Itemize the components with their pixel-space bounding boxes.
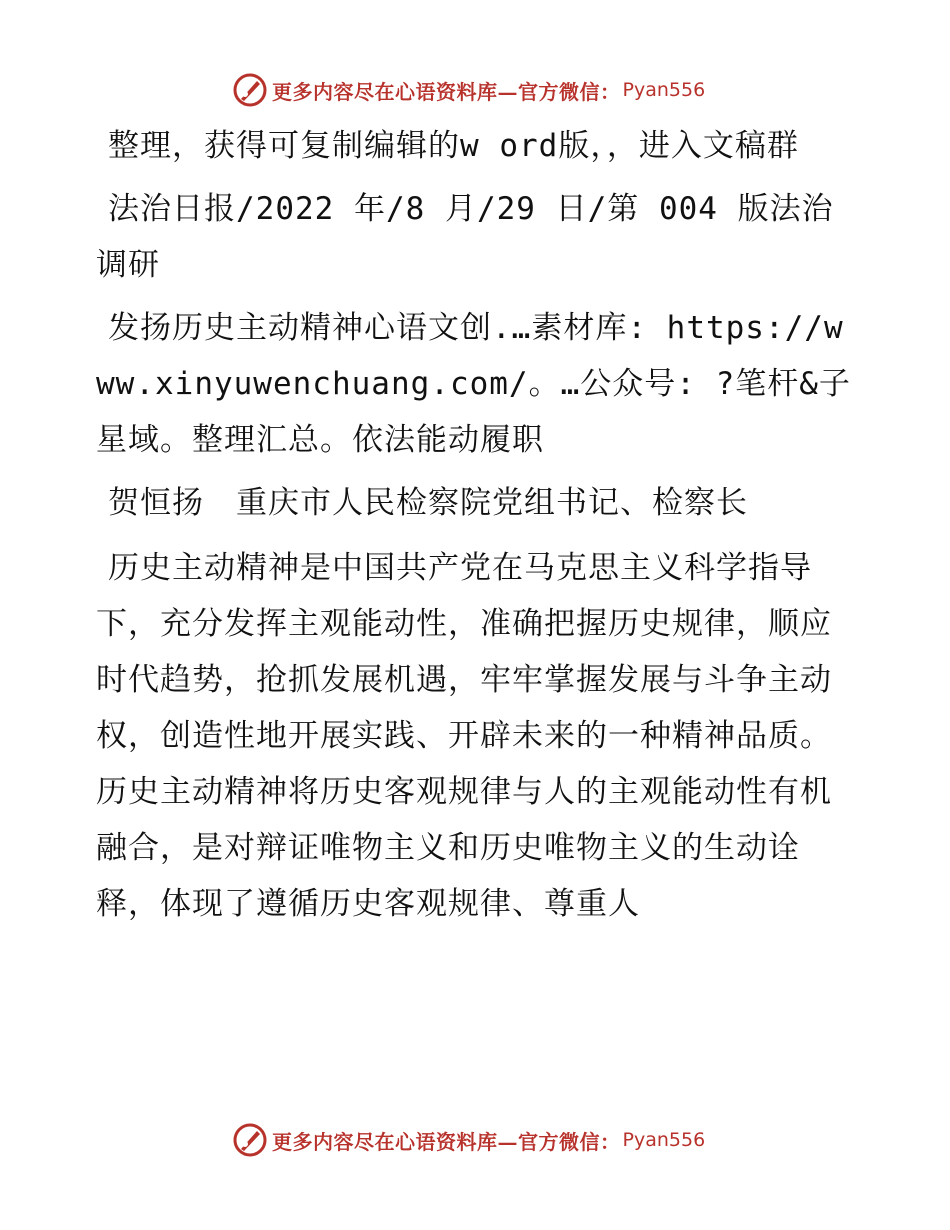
watermark-wechat-id: Pyan556 bbox=[622, 79, 706, 101]
quill-pen-logo-icon bbox=[232, 1122, 268, 1158]
watermark-wechat-id: Pyan556 bbox=[622, 1129, 706, 1151]
footer-watermark bbox=[232, 1120, 712, 1160]
watermark-text: 更多内容尽在心语资料库—官方微信： bbox=[272, 1129, 621, 1154]
watermark-text: 更多内容尽在心语资料库—官方微信： bbox=[272, 79, 621, 104]
paragraph-author: 贺恒扬 重庆市人民检察院党组书记、检察长 bbox=[108, 485, 748, 521]
document-body bbox=[96, 118, 856, 932]
quill-pen-logo-icon bbox=[232, 72, 268, 108]
paragraph-title: 发扬历史主动精神心语文创.…素材库: https://www.xinyuwenchuang.com/。…公众号: ?笔杆&子星域。整理汇总。依法能动履职 bbox=[96, 310, 851, 458]
header-watermark bbox=[232, 70, 712, 110]
paragraph-source: 法治日报/2022 年/8 月/29 日/第 004 版法治调研 bbox=[96, 191, 834, 283]
paragraph-intro: 整理，获得可复制编辑的w ord版，，进入文稿群 bbox=[108, 128, 799, 164]
paragraph-body: 历史主动精神是中国共产党在马克思主义科学指导下，充分发挥主观能动性，准确把握历史规律，顺应时代趋势，抢抓发展机遇，牢牢掌握发展与斗争主动权，创造性地开展实践、开辟未来的一种精神品质。历史主动精神将历史客观规律与人的主观能动性有机融合，是对辩证唯物主义和历史唯物主义的生动诠释，体现了遵循历史客观规律、尊重人 bbox=[96, 550, 832, 922]
